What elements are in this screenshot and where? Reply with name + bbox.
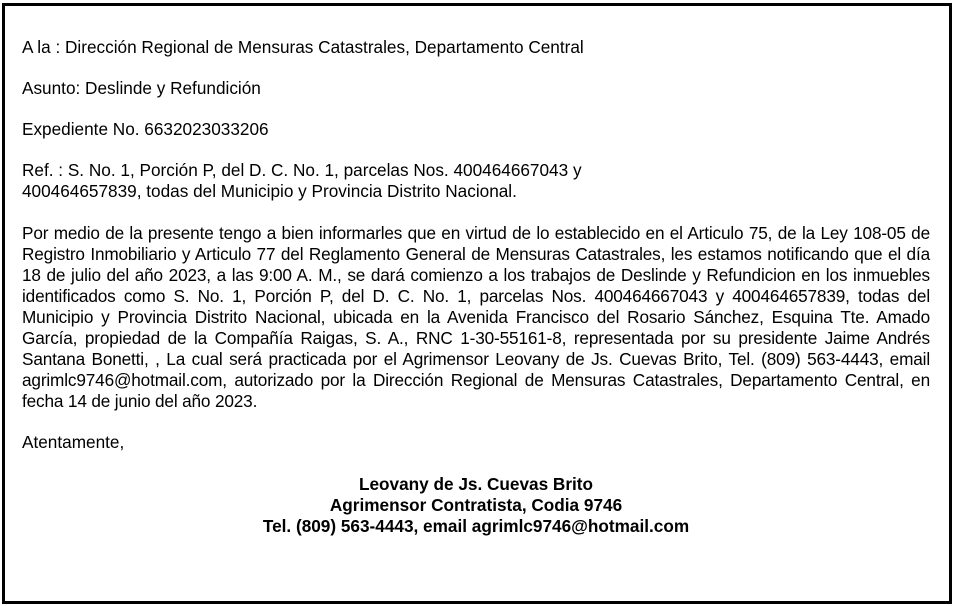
signature-title: Agrimensor Contratista, Codia 9746 bbox=[329, 495, 623, 515]
reference-line-1: Ref. : S. No. 1, Porción P, del D. C. No. 1, parcelas Nos. 400464667043 y bbox=[22, 160, 582, 180]
reference-block bbox=[22, 160, 930, 202]
letter-body: Por medio de la presente tengo a bien informarles que en virtud de lo establecido en el Articulo 75, de la Ley 108-05 de Registro Inmobiliario y Articulo 77 del Reglamento General de Mensuras Catastrales, les estamos notificando que el día 18 de julio del año 2023, a las 9:00 A. M., se dará comienzo a los trabajos de Deslinde y Refundicion en los inmuebles identificados como S. No. 1, Porción P, del D. C. No. 1, parcelas Nos. 400464667043 y 400464657839, todas del Municipio y Provincia Distrito Nacional, ubicada en la Avenida Francisco del Rosario Sánchez, Esquina Tte. Amado García, propiedad de la Compañía Raigas, S. A., RNC 1-30-55161-8, representada por su presidente Jaime Andrés Santana Bonetti, , La cual será practicada por el Agrimensor Leovany de Js. Cuevas Brito, Tel. (809) 563-4443, email agrimlc9746@hotmail.com, autorizado por la Dirección Regional de Mensuras Catastrales, Departamento Central, en fecha 14 de junio del año 2023. bbox=[22, 223, 930, 411]
signature-name: Leovany de Js. Cuevas Brito bbox=[358, 474, 594, 494]
reference-line-2: 400464657839, todas del Municipio y Provincia Distrito Nacional. bbox=[22, 181, 517, 201]
notice-frame bbox=[2, 3, 952, 604]
subject-line: Asunto: Deslinde y Refundición bbox=[22, 78, 261, 98]
closing-line: Atentamente, bbox=[22, 432, 125, 452]
letter-content bbox=[22, 37, 930, 537]
file-number-line: Expediente No. 6632023033206 bbox=[22, 119, 269, 139]
signature-block bbox=[22, 474, 930, 537]
signature-contact: Tel. (809) 563-4443, email agrimlc9746@hotmail.com bbox=[262, 516, 690, 536]
recipient-line: A la : Dirección Regional de Mensuras Catastrales, Departamento Central bbox=[22, 37, 584, 57]
